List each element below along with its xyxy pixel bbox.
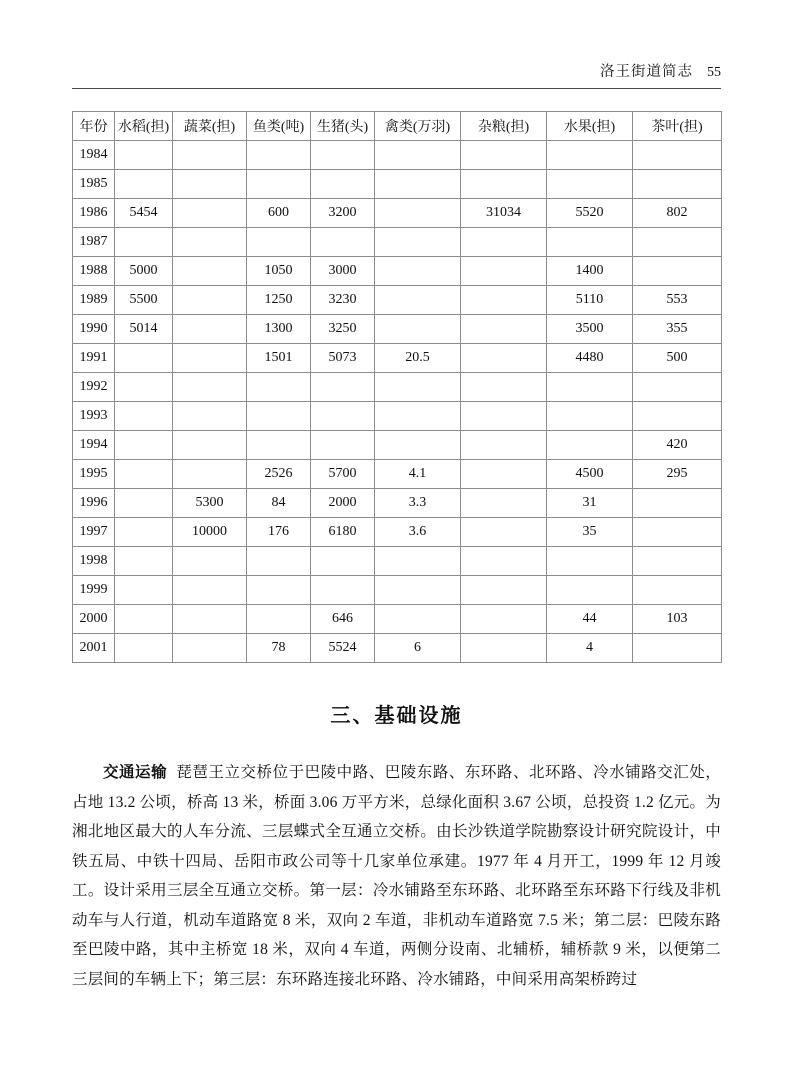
table-cell: 600 — [247, 199, 311, 228]
table-cell — [247, 373, 311, 402]
table-cell — [115, 344, 173, 373]
table-cell — [547, 431, 633, 460]
table-cell — [173, 141, 247, 170]
annual-production-table — [72, 111, 722, 663]
table-row — [73, 257, 722, 286]
column-header: 水稻(担) — [115, 112, 173, 141]
table-cell — [461, 170, 547, 199]
table-cell — [461, 257, 547, 286]
table-cell — [247, 547, 311, 576]
table-cell — [633, 634, 722, 663]
table-cell — [173, 315, 247, 344]
column-header: 蔬菜(担) — [173, 112, 247, 141]
table-cell: 3.3 — [375, 489, 461, 518]
table-cell — [461, 315, 547, 344]
table-cell — [375, 402, 461, 431]
table-cell: 1501 — [247, 344, 311, 373]
table-cell: 802 — [633, 199, 722, 228]
table-cell — [633, 518, 722, 547]
year-cell: 1986 — [73, 199, 115, 228]
table-cell: 3000 — [311, 257, 375, 286]
table-cell: 5700 — [311, 460, 375, 489]
table-cell — [173, 228, 247, 257]
table-cell — [115, 170, 173, 199]
table-cell — [247, 141, 311, 170]
table-cell — [633, 489, 722, 518]
table-cell — [375, 315, 461, 344]
table-cell — [247, 228, 311, 257]
column-header: 水果(担) — [547, 112, 633, 141]
table-cell: 5500 — [115, 286, 173, 315]
table-cell — [633, 170, 722, 199]
table-row — [73, 576, 722, 605]
body-paragraph — [72, 758, 721, 994]
table-cell — [247, 402, 311, 431]
table-cell — [115, 460, 173, 489]
table-cell — [375, 141, 461, 170]
table-cell: 6180 — [311, 518, 375, 547]
table-cell — [375, 576, 461, 605]
table-cell — [311, 576, 375, 605]
year-cell: 1988 — [73, 257, 115, 286]
book-title: 洛王街道简志 — [600, 64, 693, 80]
paragraph-lead: 交通运输 — [103, 764, 168, 781]
table-cell — [547, 576, 633, 605]
table-cell: 5110 — [547, 286, 633, 315]
table-cell — [633, 373, 722, 402]
table-row — [73, 199, 722, 228]
table-cell — [633, 402, 722, 431]
table-cell — [173, 634, 247, 663]
table-cell: 1050 — [247, 257, 311, 286]
table-cell — [173, 431, 247, 460]
table-cell — [461, 431, 547, 460]
table-cell — [115, 489, 173, 518]
table-cell: 5014 — [115, 315, 173, 344]
table-cell — [173, 402, 247, 431]
table-cell — [375, 286, 461, 315]
table-cell — [461, 634, 547, 663]
table-cell — [547, 141, 633, 170]
table-cell — [247, 576, 311, 605]
table-row — [73, 286, 722, 315]
table-row — [73, 402, 722, 431]
table-cell: 10000 — [173, 518, 247, 547]
table-cell — [115, 228, 173, 257]
table-cell — [173, 286, 247, 315]
table-cell — [115, 634, 173, 663]
running-head — [72, 60, 721, 89]
table-cell: 355 — [633, 315, 722, 344]
table-cell — [115, 402, 173, 431]
table-cell: 3250 — [311, 315, 375, 344]
table-cell — [461, 576, 547, 605]
table-cell — [115, 141, 173, 170]
table-cell: 2526 — [247, 460, 311, 489]
table-cell — [115, 518, 173, 547]
table-cell — [247, 170, 311, 199]
table-cell — [173, 460, 247, 489]
table-row — [73, 518, 722, 547]
table-cell: 78 — [247, 634, 311, 663]
table-cell — [375, 431, 461, 460]
table-cell — [375, 373, 461, 402]
table-cell: 5454 — [115, 199, 173, 228]
table-cell — [633, 141, 722, 170]
table-cell: 31 — [547, 489, 633, 518]
table-cell — [173, 344, 247, 373]
table-cell — [375, 170, 461, 199]
table-cell — [633, 547, 722, 576]
table-cell — [375, 257, 461, 286]
table-cell: 5524 — [311, 634, 375, 663]
table-row — [73, 141, 722, 170]
table-cell: 4 — [547, 634, 633, 663]
section-heading: 三、基础设施 — [330, 705, 463, 727]
table-cell — [461, 141, 547, 170]
year-cell: 1998 — [73, 547, 115, 576]
table-cell — [173, 257, 247, 286]
table-cell: 31034 — [461, 199, 547, 228]
column-header: 年份 — [73, 112, 115, 141]
table-cell — [461, 518, 547, 547]
table-cell — [311, 141, 375, 170]
table-cell — [633, 257, 722, 286]
year-cell: 1987 — [73, 228, 115, 257]
table-cell — [633, 576, 722, 605]
table-cell — [115, 431, 173, 460]
year-cell: 1995 — [73, 460, 115, 489]
table-cell: 20.5 — [375, 344, 461, 373]
column-header: 生猪(头) — [311, 112, 375, 141]
table-cell — [115, 576, 173, 605]
table-row — [73, 605, 722, 634]
table-cell: 2000 — [311, 489, 375, 518]
table-cell: 295 — [633, 460, 722, 489]
year-cell: 1999 — [73, 576, 115, 605]
table-cell: 176 — [247, 518, 311, 547]
table-cell — [115, 373, 173, 402]
table-cell — [547, 373, 633, 402]
table-cell — [247, 605, 311, 634]
table-cell: 1250 — [247, 286, 311, 315]
year-cell: 1990 — [73, 315, 115, 344]
table-cell: 103 — [633, 605, 722, 634]
table-cell — [461, 344, 547, 373]
table-row — [73, 489, 722, 518]
page-number: 55 — [707, 65, 721, 80]
table-cell: 5300 — [173, 489, 247, 518]
table-cell: 646 — [311, 605, 375, 634]
table-row — [73, 170, 722, 199]
table-row — [73, 547, 722, 576]
year-cell: 1985 — [73, 170, 115, 199]
column-header: 鱼类(吨) — [247, 112, 311, 141]
table-cell — [115, 547, 173, 576]
table-cell — [547, 170, 633, 199]
table-cell — [547, 547, 633, 576]
table-cell — [173, 547, 247, 576]
table-cell: 1300 — [247, 315, 311, 344]
table-cell — [173, 373, 247, 402]
table-row — [73, 373, 722, 402]
column-header: 杂粮(担) — [461, 112, 547, 141]
table-cell: 35 — [547, 518, 633, 547]
table-row — [73, 315, 722, 344]
year-cell: 2000 — [73, 605, 115, 634]
table-cell — [461, 547, 547, 576]
table-cell — [461, 605, 547, 634]
table-cell — [311, 228, 375, 257]
table-row — [73, 344, 722, 373]
table-cell — [311, 170, 375, 199]
year-cell: 1992 — [73, 373, 115, 402]
table-cell — [461, 460, 547, 489]
table-cell: 5520 — [547, 199, 633, 228]
table-cell — [173, 170, 247, 199]
table-cell: 4480 — [547, 344, 633, 373]
table-row — [73, 460, 722, 489]
table-row — [73, 228, 722, 257]
year-cell: 1984 — [73, 141, 115, 170]
table-cell — [461, 286, 547, 315]
table-cell: 4500 — [547, 460, 633, 489]
table-cell: 84 — [247, 489, 311, 518]
table-cell — [375, 228, 461, 257]
table-cell: 3200 — [311, 199, 375, 228]
column-header: 茶叶(担) — [633, 112, 722, 141]
table-cell — [311, 373, 375, 402]
table-cell — [247, 431, 311, 460]
year-cell: 1996 — [73, 489, 115, 518]
table-cell: 4.1 — [375, 460, 461, 489]
table-cell: 3.6 — [375, 518, 461, 547]
table-cell — [173, 605, 247, 634]
year-cell: 2001 — [73, 634, 115, 663]
table-cell — [173, 199, 247, 228]
table-cell — [375, 547, 461, 576]
table-cell: 500 — [633, 344, 722, 373]
table-row — [73, 431, 722, 460]
table-cell — [173, 576, 247, 605]
table-cell — [461, 373, 547, 402]
table-cell — [633, 228, 722, 257]
column-header: 禽类(万羽) — [375, 112, 461, 141]
year-cell: 1991 — [73, 344, 115, 373]
table-cell: 3230 — [311, 286, 375, 315]
table-head-row — [73, 112, 722, 141]
year-cell: 1997 — [73, 518, 115, 547]
table-cell: 420 — [633, 431, 722, 460]
table-cell — [311, 547, 375, 576]
table-body — [73, 141, 722, 663]
table-cell — [461, 489, 547, 518]
table-cell — [311, 431, 375, 460]
year-cell: 1994 — [73, 431, 115, 460]
table-cell: 553 — [633, 286, 722, 315]
table-cell — [461, 402, 547, 431]
table-cell: 5073 — [311, 344, 375, 373]
table-cell: 44 — [547, 605, 633, 634]
table-cell: 6 — [375, 634, 461, 663]
table-cell — [461, 228, 547, 257]
table-cell — [311, 402, 375, 431]
table-cell — [547, 402, 633, 431]
table-cell: 1400 — [547, 257, 633, 286]
table-cell — [115, 605, 173, 634]
paragraph-text: 琵琶王立交桥位于巴陵中路、巴陵东路、东环路、北环路、冷水铺路交汇处，占地 13.2 公顷，桥高 13 米，桥面 3.06 万平方米，总绿化面积 3.67 公顷，总投资 1.2 亿元。为湘北地区最大的人车分流、三层蝶式全互通立交桥。由长沙铁道学院勘察设计研究院设计，中铁五局、中铁十四局、岳阳市政公司等十几家单位承建。1977 年 4 月开工，1999 年 12 月竣工。设计采用三层全互通立交桥。第一层：冷水铺路至东环路、北环路至东环路下行线及非机动车与人行道，机动车道路宽 8 米，双向 2 车道，非机动车道路宽 7.5 米；第二层：巴陵东路至巴陵中路，其中主桥宽 18 米，双向 4 车道，两侧分设南、北辅桥，辅桥款 9 米，以便第二三层间的车辆上下；第三层：东环路连接北环路、冷水铺路，中间采用高架桥跨过 — [72, 764, 721, 988]
table-cell: 5000 — [115, 257, 173, 286]
table-cell: 3500 — [547, 315, 633, 344]
table-cell — [375, 199, 461, 228]
table-row — [73, 634, 722, 663]
year-cell: 1989 — [73, 286, 115, 315]
year-cell: 1993 — [73, 402, 115, 431]
table-cell — [375, 605, 461, 634]
table-cell — [547, 228, 633, 257]
